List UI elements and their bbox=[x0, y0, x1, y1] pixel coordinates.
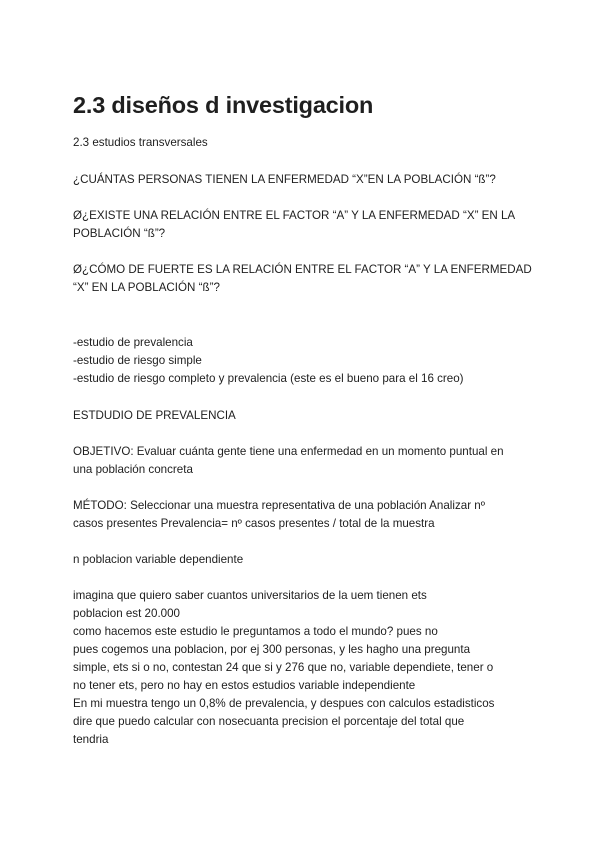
method-line: casos presentes Prevalencia= nº casos presentes / total de la muestra bbox=[73, 517, 435, 530]
method-line: MÉTODO: Seleccionar una muestra representativa de una población Analizar nº bbox=[73, 499, 485, 512]
study-types-list bbox=[73, 334, 533, 388]
list-item: -estudio de riesgo completo y prevalencia (este es el bueno para el 16 creo) bbox=[73, 372, 464, 385]
example-line: no tener ets, pero no hay en estos estudios variable independiente bbox=[73, 679, 416, 692]
example-line: como hacemos este estudio le preguntamos a todo el mundo? pues no bbox=[73, 625, 438, 638]
example-line: dire que puedo calcular con nosecuanta precision el porcentaje del total que bbox=[73, 715, 465, 728]
list-item: -estudio de riesgo simple bbox=[73, 354, 202, 367]
example-line: En mi muestra tengo un 0,8% de prevalencia, y despues con calculos estadisticos bbox=[73, 697, 495, 710]
question-3-line: Ø¿CÓMO DE FUERTE ES LA RELACIÓN ENTRE EL FACTOR “A” Y LA ENFERMEDAD bbox=[73, 263, 532, 276]
objective-paragraph bbox=[73, 443, 533, 479]
page-title: 2.3 diseños d investigacion bbox=[73, 92, 374, 118]
example-line: imagina que quiero saber cuantos universitarios de la uem tienen ets bbox=[73, 589, 427, 602]
objective-line: una población concreta bbox=[73, 463, 193, 476]
example-line: pues cogemos una poblacion, por ej 300 personas, y les hagho una pregunta bbox=[73, 643, 471, 656]
variable-note: n poblacion variable dependiente bbox=[73, 553, 244, 566]
subtitle: 2.3 estudios transversales bbox=[73, 136, 208, 149]
example-paragraph bbox=[73, 587, 533, 749]
question-1: ¿CUÁNTAS PERSONAS TIENEN LA ENFERMEDAD “X”EN LA POBLACIÓN “ß”? bbox=[73, 173, 496, 186]
example-line: simple, ets si o no, contestan 24 que si y 276 que no, variable dependiete, tener o bbox=[73, 661, 494, 674]
list-item: -estudio de prevalencia bbox=[73, 336, 193, 349]
document-page bbox=[73, 88, 533, 749]
question-2-line: POBLACIÓN “ß”? bbox=[73, 227, 166, 240]
example-line: poblacion est 20.000 bbox=[73, 607, 181, 620]
question-3-line: “X” EN LA POBLACIÓN “ß”? bbox=[73, 281, 220, 294]
section-heading: ESTDUDIO DE PREVALENCIA bbox=[73, 409, 236, 422]
question-2 bbox=[73, 207, 533, 243]
example-line: tendria bbox=[73, 733, 109, 746]
question-2-line: Ø¿EXISTE UNA RELACIÓN ENTRE EL FACTOR “A” Y LA ENFERMEDAD “X” EN LA bbox=[73, 209, 516, 222]
objective-line: OBJETIVO: Evaluar cuánta gente tiene una enfermedad en un momento puntual en bbox=[73, 445, 504, 458]
question-3 bbox=[73, 261, 533, 297]
method-paragraph bbox=[73, 497, 533, 533]
